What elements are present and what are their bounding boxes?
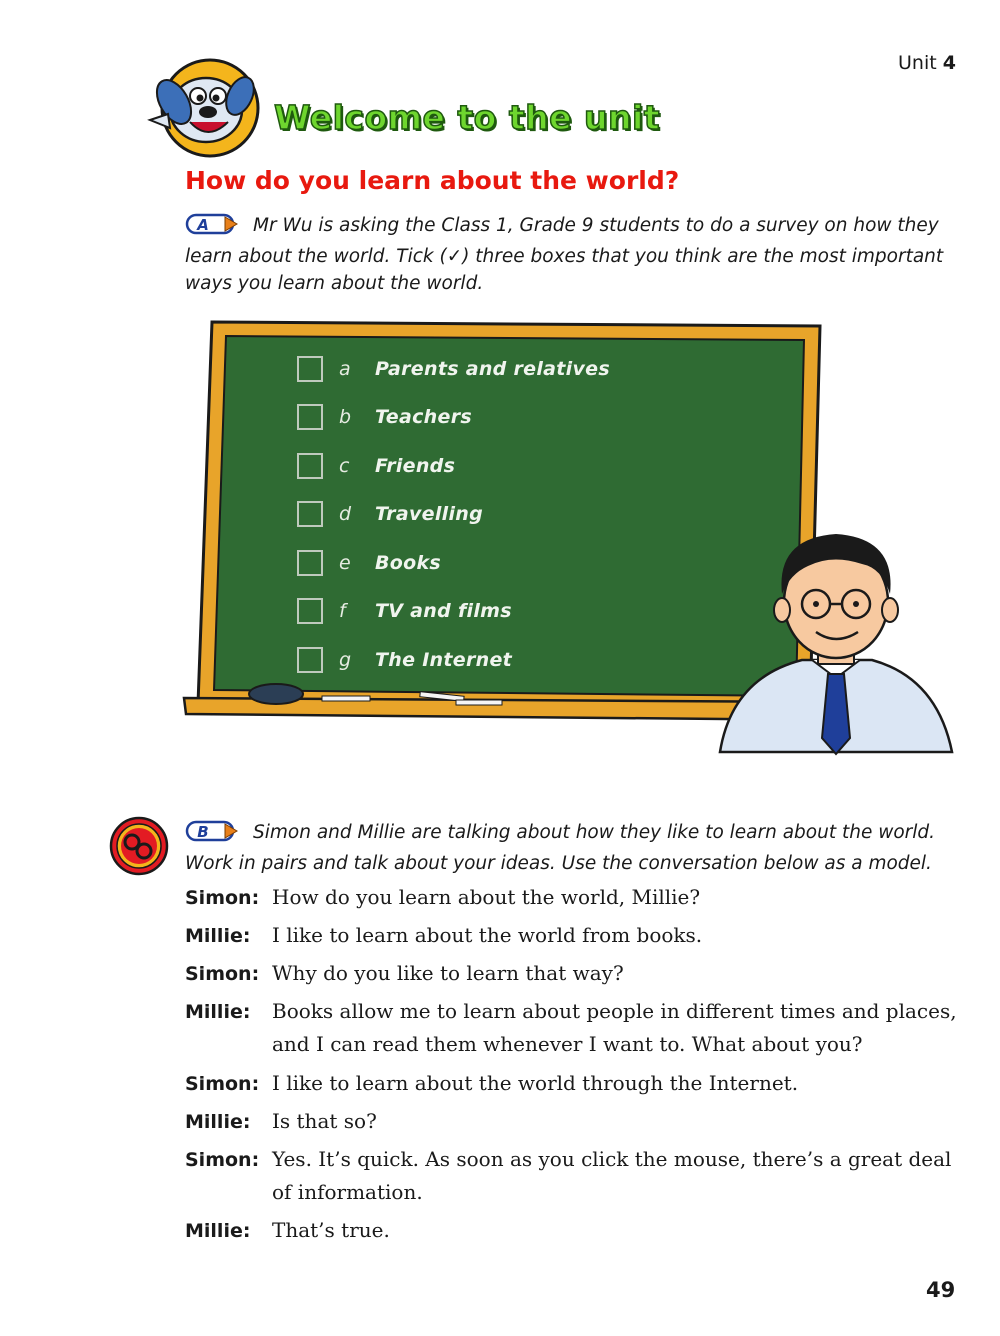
part-b-instruction-text: Simon and Millie are talking about how they like to learn about the world. Work in pairs and talk about your ideas. Use the conversation below as a model. [185, 822, 936, 874]
chalk-icon [322, 696, 370, 701]
option-text: Friends [375, 455, 456, 477]
dialogue-text: That’s true. [272, 1218, 390, 1242]
section-title: Welcome to the unit [274, 98, 661, 137]
dialogue-text: I like to learn about the world through the Internet. [272, 1071, 799, 1095]
dialogue-text: Why do you like to learn that way? [272, 961, 624, 985]
option-text: The Internet [375, 649, 513, 671]
dialogue-line [185, 961, 965, 990]
dog-mascot-icon [140, 56, 262, 160]
speaker: Simon: [185, 1073, 260, 1095]
dialogue-text: I like to learn about the world from books. [272, 923, 703, 947]
option-b [297, 403, 472, 431]
badge-a-icon [185, 213, 239, 235]
part-a-instruction-text: Mr Wu is asking the Class 1, Grade 9 students to do a survey on how they learn about the world. Tick (✓) three boxes that you think are the most important ways you learn about the world. [185, 215, 944, 294]
option-a [297, 355, 610, 383]
subtitle: How do you learn about the world? [185, 166, 680, 195]
dialogue-line [185, 1218, 965, 1247]
part-b-instruction [185, 819, 955, 877]
speaker: Simon: [185, 887, 260, 909]
speaker: Simon: [185, 1149, 260, 1171]
part-b-badge [185, 820, 239, 850]
option-g-checkbox[interactable] [297, 647, 323, 673]
dialogue-line [185, 1109, 965, 1138]
option-e [297, 549, 441, 577]
speaker: Millie: [185, 1001, 251, 1023]
option-f [297, 597, 512, 625]
unit-word: Unit [898, 52, 937, 74]
unit-number: 4 [942, 52, 956, 74]
dialogue-text: Yes. It’s quick. As soon as you click the mouse, there’s a great deal of information. [272, 1147, 952, 1204]
option-text: Teachers [375, 406, 472, 428]
dialogue-text: Books allow me to learn about people in different times and places, and I can read them whenever I want to. What about you? [272, 999, 957, 1056]
chalk-icon [456, 700, 502, 705]
option-text: Travelling [375, 503, 484, 525]
option-d [297, 500, 483, 528]
teacher-illustration-icon [712, 528, 957, 758]
dialogue-line [185, 885, 965, 914]
option-letter: a [339, 358, 351, 380]
dialogue-line [185, 923, 965, 952]
option-letter: c [339, 455, 350, 477]
badge-b-icon [185, 820, 239, 842]
part-a-badge-letter: A [197, 216, 209, 234]
option-g [297, 646, 512, 674]
pair-work-icon [108, 815, 170, 877]
option-letter: d [339, 503, 352, 525]
dialogue-text: Is that so? [272, 1109, 377, 1133]
option-e-checkbox[interactable] [297, 550, 323, 576]
option-letter: b [339, 406, 352, 428]
dialogue-text: How do you learn about the world, Millie? [272, 885, 701, 909]
speaker: Millie: [185, 925, 251, 947]
option-text: TV and films [375, 600, 512, 622]
option-a-checkbox[interactable] [297, 356, 323, 382]
part-a-badge [185, 213, 239, 243]
eraser-icon [249, 684, 303, 704]
option-c-checkbox[interactable] [297, 453, 323, 479]
option-b-checkbox[interactable] [297, 404, 323, 430]
part-a-instruction [185, 212, 945, 297]
speaker: Millie: [185, 1111, 251, 1133]
option-letter: g [339, 649, 352, 671]
dialogue-line [185, 1147, 965, 1209]
option-c [297, 452, 455, 480]
dialogue-line [185, 999, 965, 1061]
option-text: Books [375, 552, 442, 574]
part-b-badge-letter: B [197, 823, 209, 841]
speaker: Millie: [185, 1220, 251, 1242]
option-letter: e [339, 552, 351, 574]
option-letter: f [339, 600, 346, 622]
option-f-checkbox[interactable] [297, 598, 323, 624]
speaker: Simon: [185, 963, 260, 985]
option-d-checkbox[interactable] [297, 501, 323, 527]
unit-label [898, 52, 956, 74]
option-text: Parents and relatives [375, 358, 610, 380]
page-number: 49 [926, 1278, 956, 1302]
dialogue-line [185, 1071, 965, 1100]
